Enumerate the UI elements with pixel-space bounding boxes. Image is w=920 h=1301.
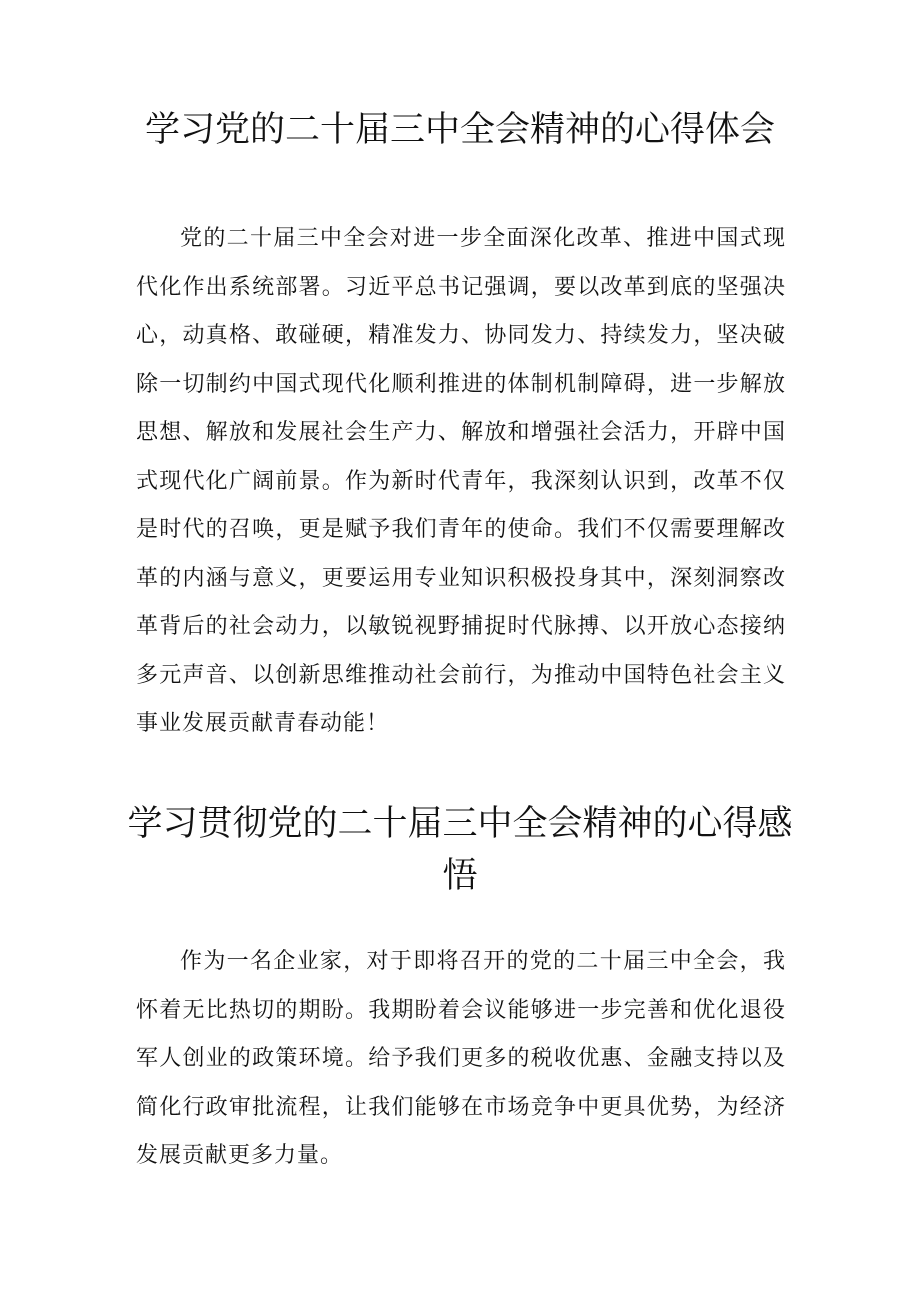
section-2-paragraph: 作为一名企业家，对于即将召开的党的二十届三中全会，我怀着无比热切的期盼。我期盼着会议能够进一步完善和优化退役军人创业的政策环境。给予我们更多的税收优惠、金融支持以及简化行政审批流程，让我们能够在市场竞争中更具优势，为经济发展贡献更多力量。: [136, 949, 786, 1168]
section-1-title: 学习党的二十届三中全会精神的心得体会: [144, 110, 775, 150]
section-2-title: 学习贯彻党的二十届三中全会精神的心得感悟: [127, 804, 793, 896]
section-1-paragraph: 党的二十届三中全会对进一步全面深化改革、推进中国式现代化作出系统部署。习近平总书记强调，要以改革到底的坚强决心，动真格、敢碰硬，精准发力、协同发力、持续发力，坚决破除一切制约中国式现代化顺利推进的体制机制障碍，进一步解放思想、解放和发展社会生产力、解放和增强社会活力，开辟中国式现代化广阔前景。作为新时代青年，我深刻认识到，改革不仅是时代的召唤，更是赋予我们青年的使命。我们不仅需要理解改革的内涵与意义，更要运用专业知识积极投身其中，深刻洞察改革背后的社会动力，以敏锐视野捕捉时代脉搏、以开放心态接纳多元声音、以创新思维推动社会前行，为推动中国特色社会主义事业发展贡献青春动能！: [136, 226, 786, 736]
